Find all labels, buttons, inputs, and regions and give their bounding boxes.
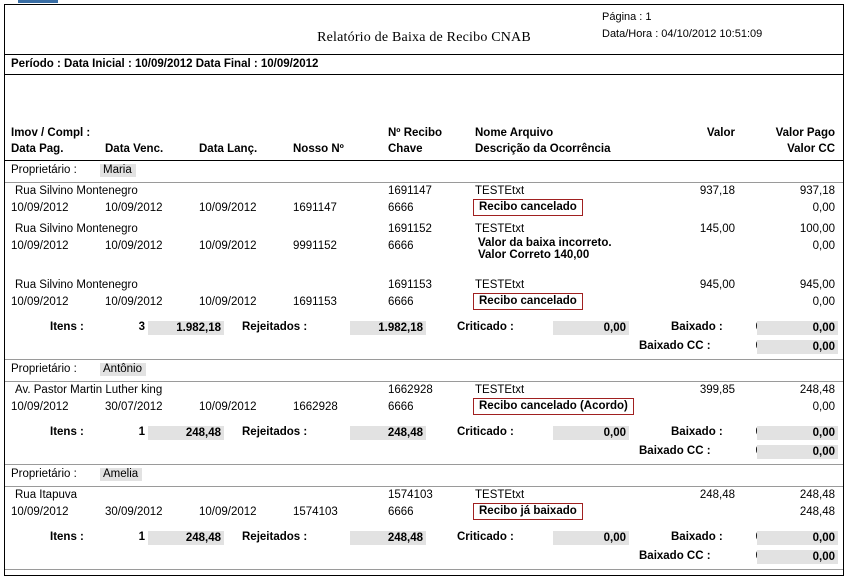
cell-valor-cc: 0,00 bbox=[812, 296, 835, 308]
total-baixado-label: Baixado : bbox=[671, 426, 723, 438]
table-row bbox=[5, 277, 843, 315]
column-header bbox=[5, 125, 843, 161]
total-criticado-value: 0,00 bbox=[553, 426, 629, 440]
cell-nosso-numero: 1691147 bbox=[293, 202, 337, 214]
total-baixado-value: 0,00 bbox=[757, 531, 838, 545]
cell-nome-arquivo: TESTEtxt bbox=[475, 185, 525, 197]
cell-imovel: Rua Silvino Montenegro bbox=[15, 223, 138, 235]
cell-ocorrencia bbox=[473, 237, 612, 261]
cell-data-lanc: 10/09/2012 bbox=[199, 202, 257, 214]
cell-data-venc: 10/09/2012 bbox=[105, 240, 163, 252]
total-baixado-label: Baixado : bbox=[671, 531, 723, 543]
cell-numero-recibo: 1691153 bbox=[388, 279, 432, 291]
owner-name: Antônio bbox=[100, 363, 146, 376]
col-chave: Chave bbox=[388, 143, 423, 155]
cell-data-pag: 10/09/2012 bbox=[11, 202, 69, 214]
report-header bbox=[5, 5, 843, 55]
cell-nosso-numero: 1574103 bbox=[293, 506, 338, 518]
total-baixado-cc-value: 0,00 bbox=[757, 445, 838, 459]
cell-valor-cc: 0,00 bbox=[812, 202, 835, 214]
total-baixado-cc-label: Baixado CC : bbox=[639, 340, 711, 352]
cell-numero-recibo: 1691152 bbox=[388, 223, 432, 235]
print-datetime: Data/Hora : 04/10/2012 10:51:09 bbox=[602, 28, 763, 40]
ocorrencia-badge: Recibo já baixado bbox=[473, 503, 583, 520]
owner-name: Amelia bbox=[100, 468, 142, 481]
col-data-pag: Data Pag. bbox=[11, 143, 64, 155]
cell-imovel: Rua Silvino Montenegro bbox=[15, 279, 138, 291]
cell-data-pag: 10/09/2012 bbox=[11, 506, 69, 518]
cell-numero-recibo: 1691147 bbox=[388, 185, 432, 197]
owner-label: Proprietário : bbox=[11, 164, 77, 176]
cell-data-venc: 10/09/2012 bbox=[105, 296, 163, 308]
cell-imovel: Av. Pastor Martin Luther king bbox=[15, 384, 163, 396]
cell-chave: 6666 bbox=[388, 296, 414, 308]
group-totals bbox=[5, 315, 843, 360]
cell-nosso-numero: 1691153 bbox=[293, 296, 337, 308]
group-totals bbox=[5, 525, 843, 570]
cell-numero-recibo: 1574103 bbox=[388, 489, 433, 501]
cell-data-lanc: 10/09/2012 bbox=[199, 506, 257, 518]
owner-band bbox=[5, 360, 843, 382]
col-valor: Valor bbox=[706, 127, 735, 139]
cell-valor-pago: 945,00 bbox=[799, 279, 835, 291]
period-bar: Período : Data Inicial : 10/09/2012 Data Final : 10/09/2012 bbox=[5, 55, 843, 75]
total-rejeitados-value: 248,48 bbox=[350, 531, 426, 545]
report-frame bbox=[4, 4, 844, 576]
col-nome-arquivo: Nome Arquivo bbox=[475, 127, 554, 139]
col-descricao-ocorrencia: Descrição da Ocorrência bbox=[475, 143, 611, 155]
total-itens-count: 3 bbox=[138, 321, 145, 333]
cell-data-venc: 30/07/2012 bbox=[105, 401, 163, 413]
cell-valor-pago: 937,18 bbox=[799, 185, 835, 197]
footer-cut-strip bbox=[4, 578, 844, 584]
total-baixado-value: 0,00 bbox=[757, 321, 838, 335]
total-baixado-cc-value: 0,00 bbox=[757, 340, 838, 354]
col-numero-recibo: Nº Recibo bbox=[388, 127, 443, 139]
cell-data-lanc: 10/09/2012 bbox=[199, 240, 257, 252]
cell-ocorrencia bbox=[473, 503, 583, 520]
cell-nosso-numero: 1662928 bbox=[293, 401, 338, 413]
total-criticado-label: Criticado : bbox=[457, 426, 514, 438]
col-valor-cc: Valor CC bbox=[787, 143, 835, 155]
ocorrencia-badge: Recibo cancelado (Acordo) bbox=[473, 398, 634, 415]
total-rejeitados-label: Rejeitados : bbox=[242, 531, 308, 543]
cell-data-venc: 10/09/2012 bbox=[105, 202, 163, 214]
ocorrencia-line-1: Valor da baixa incorreto. bbox=[478, 237, 612, 249]
cell-ocorrencia bbox=[473, 199, 583, 216]
table-row bbox=[5, 382, 843, 420]
group-totals bbox=[5, 420, 843, 465]
cell-nosso-numero: 9991152 bbox=[293, 240, 337, 252]
cell-nome-arquivo: TESTEtxt bbox=[475, 279, 525, 291]
col-data-venc: Data Venc. bbox=[105, 143, 164, 155]
cell-nome-arquivo: TESTEtxt bbox=[475, 489, 525, 501]
cell-valor: 399,85 bbox=[699, 384, 735, 396]
cell-valor-cc: 248,48 bbox=[799, 506, 835, 518]
cell-data-lanc: 10/09/2012 bbox=[199, 401, 257, 413]
page-number: Página : 1 bbox=[602, 11, 652, 23]
col-nosso-numero: Nosso Nº bbox=[293, 143, 344, 155]
cell-valor: 945,00 bbox=[699, 279, 735, 291]
cell-data-lanc: 10/09/2012 bbox=[199, 296, 257, 308]
cell-data-pag: 10/09/2012 bbox=[11, 240, 69, 252]
window-tab-accent bbox=[18, 0, 58, 3]
cell-valor-pago: 248,48 bbox=[799, 384, 835, 396]
col-data-lanc: Data Lanç. bbox=[199, 143, 258, 155]
table-row bbox=[5, 183, 843, 221]
cell-numero-recibo: 1662928 bbox=[388, 384, 433, 396]
table-row bbox=[5, 487, 843, 525]
total-baixado-label: Baixado : bbox=[671, 321, 723, 333]
total-criticado-label: Criticado : bbox=[457, 321, 514, 333]
cell-ocorrencia bbox=[473, 293, 583, 310]
cell-valor: 248,48 bbox=[699, 489, 735, 501]
cell-valor-pago: 248,48 bbox=[799, 489, 835, 501]
total-itens-count: 1 bbox=[138, 426, 145, 438]
owner-band bbox=[5, 161, 843, 183]
cell-chave: 6666 bbox=[388, 202, 414, 214]
cell-nome-arquivo: TESTEtxt bbox=[475, 384, 525, 396]
total-baixado-value: 0,00 bbox=[757, 426, 838, 440]
cell-nome-arquivo: TESTEtxt bbox=[475, 223, 525, 235]
total-itens-label: Itens : bbox=[50, 531, 84, 543]
cell-valor-cc: 0,00 bbox=[812, 240, 835, 252]
total-rejeitados-label: Rejeitados : bbox=[242, 426, 308, 438]
cell-imovel: Rua Itapuva bbox=[15, 489, 78, 501]
total-rejeitados-label: Rejeitados : bbox=[242, 321, 308, 333]
header-meta bbox=[602, 9, 837, 43]
ocorrencia-line-2: Valor Correto 140,00 bbox=[478, 249, 590, 261]
total-itens-value: 248,48 bbox=[148, 531, 224, 545]
total-itens-count: 1 bbox=[138, 531, 145, 543]
total-itens-label: Itens : bbox=[50, 321, 84, 333]
col-imov-compl: Imov / Compl : bbox=[11, 127, 91, 139]
total-itens-label: Itens : bbox=[50, 426, 84, 438]
total-itens-value: 1.982,18 bbox=[148, 321, 224, 335]
cell-data-pag: 10/09/2012 bbox=[11, 401, 69, 413]
owner-label: Proprietário : bbox=[11, 363, 77, 375]
owner-label: Proprietário : bbox=[11, 468, 77, 480]
total-rejeitados-value: 1.982,18 bbox=[350, 321, 426, 335]
total-criticado-label: Criticado : bbox=[457, 531, 514, 543]
cell-valor: 145,00 bbox=[699, 223, 735, 235]
cell-data-venc: 30/09/2012 bbox=[105, 506, 163, 518]
ocorrencia-badge: Recibo cancelado bbox=[473, 293, 583, 310]
total-baixado-cc-label: Baixado CC : bbox=[639, 550, 711, 562]
col-valor-pago: Valor Pago bbox=[775, 127, 835, 139]
cell-data-pag: 10/09/2012 bbox=[11, 296, 69, 308]
cell-chave: 6666 bbox=[388, 240, 414, 252]
total-baixado-cc-label: Baixado CC : bbox=[639, 445, 711, 457]
total-criticado-value: 0,00 bbox=[553, 531, 629, 545]
total-rejeitados-value: 248,48 bbox=[350, 426, 426, 440]
cell-imovel: Rua Silvino Montenegro bbox=[15, 185, 138, 197]
page-title: Relatório de Baixa de Recibo CNAB bbox=[317, 30, 531, 45]
cell-valor: 937,18 bbox=[699, 185, 735, 197]
cell-chave: 6666 bbox=[388, 506, 414, 518]
total-itens-value: 248,48 bbox=[148, 426, 224, 440]
cell-valor-cc: 0,00 bbox=[812, 401, 835, 413]
ocorrencia-badge: Recibo cancelado bbox=[473, 199, 583, 216]
total-criticado-value: 0,00 bbox=[553, 321, 629, 335]
cell-chave: 6666 bbox=[388, 401, 414, 413]
table-row bbox=[5, 221, 843, 277]
report-body bbox=[5, 161, 843, 570]
cell-ocorrencia bbox=[473, 398, 634, 415]
cell-valor-pago: 100,00 bbox=[799, 223, 835, 235]
total-baixado-cc-value: 0,00 bbox=[757, 550, 838, 564]
owner-name: Maria bbox=[100, 164, 136, 177]
owner-band bbox=[5, 465, 843, 487]
